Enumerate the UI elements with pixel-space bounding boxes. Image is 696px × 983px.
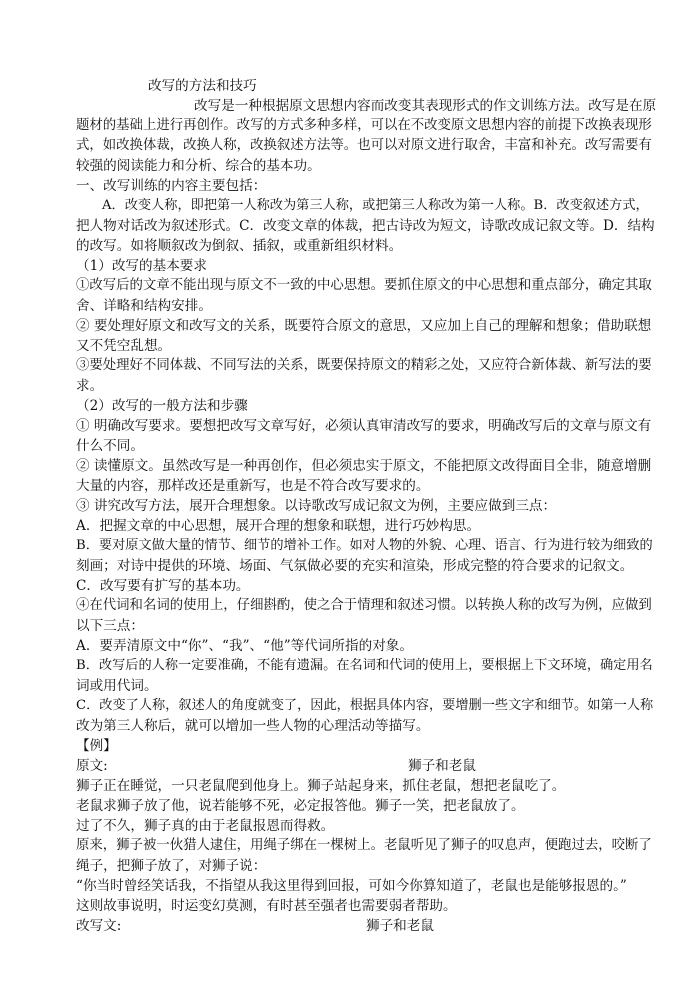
page-title: 改写的方法和技巧 [148, 78, 257, 94]
example-label: 【例】 [76, 738, 117, 754]
step-line: 什么不同。 [76, 438, 144, 454]
section-body-line: 把人物对话改为叙述形式。C．改变文章的体裁，把古诗改为短文，诗歌改成记叙文等。D．结构 [76, 218, 655, 234]
section-body-line: A．改变人称，即把第一人称改为第三人称，或把第三人称改为第一人称。B．改变叙述方式， [102, 198, 649, 213]
requirement-line: 舍、详略和结构安排。 [76, 298, 212, 314]
step-line: C．改变了人称，叙述人的角度就变了，因此，根据具体内容，要增删一些文字和细节。如第一人称 [76, 698, 654, 713]
intro-line: 式，如改换体裁，改换人称，改换叙述方法等。也可以对原文进行取舍，丰富和补充。改写需要有 [76, 138, 652, 153]
story-line: “你当时曾经笑话我，不指望从我这里得到回报，可如今你算知道了，老鼠也是能够报恩的。” [76, 878, 627, 894]
step-line: B．要对原文做大量的情节、细节的增补工作。如对人物的外貌、心理、语言、行为进行较为细致的 [76, 538, 653, 553]
requirement-line: 求。 [76, 378, 104, 394]
story-line: 原来，狮子被一伙猎人逮住，用绳子绑在一棵树上。老鼠听见了狮子的叹息声，便跑过去，咬断了 [76, 838, 652, 853]
requirement-line: ①改写后的文章不能出现与原文不一致的中心思想。要抓住原文的中心思想和重点部分，确定其取 [76, 278, 652, 293]
step-line: 刻画；对诗中提供的环境、场面、气氛做必要的充实和渲染，形成完整的符合要求的记叙文。 [76, 558, 634, 574]
step-line: ④在代词和名词的使用上，仔细斟酌，使之合于情理和叙述习惯。以转换人称的改写为例，应做到 [76, 598, 652, 613]
story-line: 这则故事说明，时运变幻莫测，有时甚至强者也需要弱者帮助。 [76, 898, 457, 914]
section-body-line: 的改写。如将顺叙改为倒叙、插叙，或重新组织材料。 [76, 238, 403, 254]
subsection-heading: （2）改写的一般方法和步骤 [76, 398, 248, 414]
step-line: B．改写后的人称一定要准确，不能有遗漏。在名词和代词的使用上，要根据上下文环境，确定用名 [76, 658, 653, 673]
story-line: 过了不久，狮子真的由于老鼠报恩而得救。 [76, 818, 335, 834]
step-line: ② 读懂原文。虽然改写是一种再创作，但必须忠实于原文，不能把原文改得面目全非，随意增删 [76, 458, 652, 474]
step-line: ① 明确改写要求。要想把改写文章写好，必须认真审清改写的要求，明确改写后的文章与原文有 [76, 418, 652, 434]
intro-line: 题材的基础上进行再创作。改写的方式多种多样，可以在不改变原文思想内容的前提下改换表现形 [76, 118, 652, 133]
step-line: 大量的内容，那样改还是重新写，也是不符合改写要求的。 [76, 478, 430, 494]
story-line: 狮子正在睡觉，一只老鼠爬到他身上。狮子站起身来，抓住老鼠，想把老鼠吃了。 [76, 778, 566, 794]
story-line: 老鼠求狮子放了他，说若能够不死，必定报答他。狮子一笑，把老鼠放了。 [76, 798, 525, 814]
step-line: A．要弄清原文中“你”、“我”、“他”等代词所指的对象。 [76, 638, 413, 654]
step-line: ③ 讲究改写方法，展开合理想象。以诗歌改写成记叙文为例，主要应做到三点： [76, 498, 557, 514]
intro-line: 较强的阅读能力和分析、综合的基本功。 [76, 158, 321, 174]
requirement-line: 又不凭空乱想。 [76, 338, 172, 354]
step-line: 以下三点： [76, 618, 144, 634]
rewrite-story-title: 狮子和老鼠 [366, 918, 434, 934]
subsection-heading: （1）改写的基本要求 [76, 258, 207, 274]
rewrite-label: 改写文: [76, 918, 122, 934]
story-line: 绳子，把狮子放了，对狮子说： [76, 858, 267, 874]
section-heading: 一、改写训练的内容主要包括： [76, 178, 267, 194]
requirement-line: ② 要处理好原文和改写文的关系，既要符合原文的意思，又应加上自己的理解和想象；借助联想 [76, 318, 652, 334]
original-story-title: 狮子和老鼠 [408, 758, 476, 774]
original-label: 原文: [76, 758, 108, 774]
requirement-line: ③要处理好不同体裁、不同写法的关系，既要保持原文的精彩之处，又应符合新体裁、新写法的要 [76, 358, 652, 373]
step-line: 词或用代词。 [76, 678, 158, 694]
step-line: 改为第三人称后，就可以增加一些人物的心理活动等描写。 [76, 718, 430, 734]
step-line: A．把握文章的中心思想，展开合理的想象和联想，进行巧妙构思。 [76, 518, 481, 534]
intro-line: 改写是一种根据原文思想内容而改变其表现形式的作文训练方法。改写是在原 [194, 98, 657, 114]
step-line: C．改写要有扩写的基本功。 [76, 578, 250, 594]
